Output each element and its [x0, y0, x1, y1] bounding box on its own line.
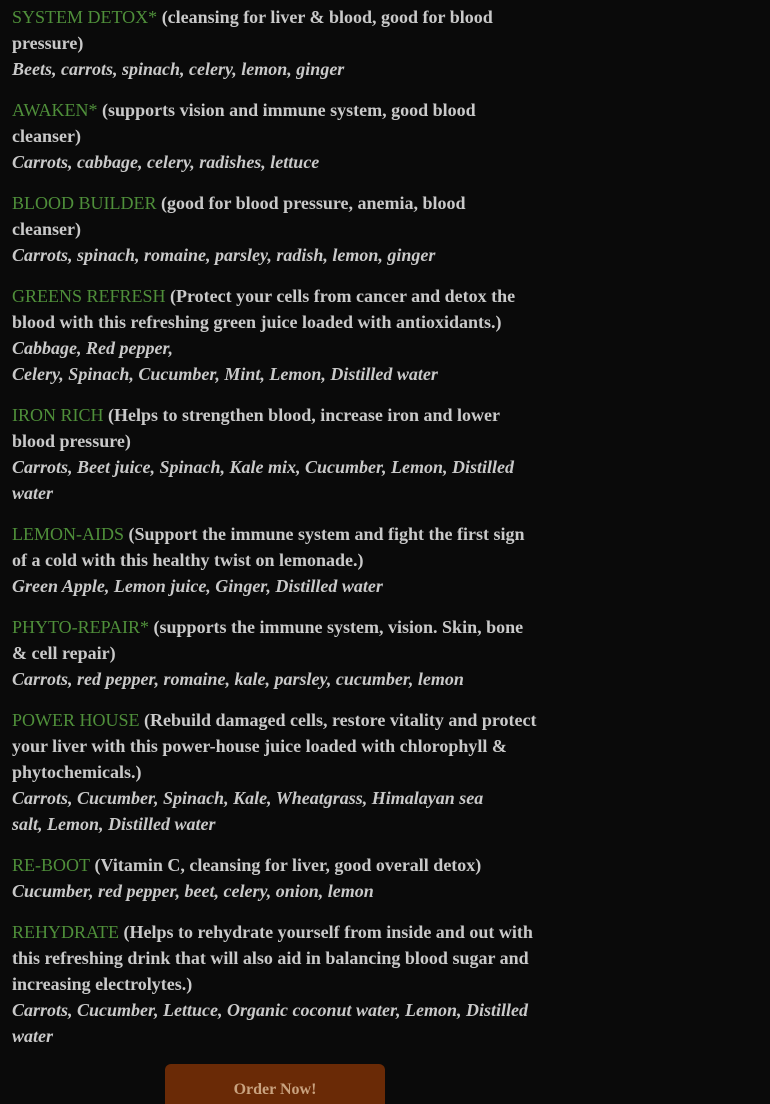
juice-name: POWER HOUSE: [12, 710, 140, 730]
juice-description: (Protect your cells from cancer and detox the blood with this refreshing green juice loaded with antioxidants.): [12, 286, 516, 332]
juice-name: PHYTO-REPAIR*: [12, 617, 150, 637]
juice-description: (cleansing for liver & blood, good for blood pressure): [12, 7, 493, 53]
juice-item-iron-rich: [12, 402, 538, 506]
juice-description: (good for blood pressure, anemia, blood cleanser): [12, 193, 466, 239]
juice-item-greens-refresh: [12, 283, 538, 387]
juice-description: (Rebuild damaged cells, restore vitality and protect your liver with this power-house juice loaded with chlorophyll & phytochemicals.): [12, 710, 537, 782]
juice-item-re-boot: [12, 852, 538, 904]
juice-item-rehydrate: [12, 919, 538, 1049]
juice-menu-list: [12, 4, 538, 1064]
juice-description: (Helps to strengthen blood, increase iron and lower blood pressure): [12, 405, 500, 451]
juice-ingredients: Celery, Spinach, Cucumber, Mint, Lemon, Distilled water: [12, 364, 438, 384]
juice-description: (Support the immune system and fight the first sign of a cold with this healthy twist on lemonade.): [12, 524, 525, 570]
juice-ingredients: Carrots, Cucumber, Lettuce, Organic coconut water, Lemon, Distilled water: [12, 1000, 529, 1046]
juice-item-awaken: [12, 97, 538, 175]
juice-name: IRON RICH: [12, 405, 104, 425]
juice-description: (Vitamin C, cleansing for liver, good overall detox): [94, 855, 482, 875]
juice-name: AWAKEN*: [12, 100, 98, 120]
juice-item-phyto-repair: [12, 614, 538, 692]
juice-ingredients: Green Apple, Lemon juice, Ginger, Distilled water: [12, 576, 383, 596]
juice-ingredients: Carrots, Cucumber, Spinach, Kale, Wheatgrass, Himalayan sea salt, Lemon, Distilled water: [12, 788, 484, 834]
juice-ingredients: Carrots, red pepper, romaine, kale, parsley, cucumber, lemon: [12, 669, 464, 689]
juice-description: (supports vision and immune system, good blood cleanser): [12, 100, 476, 146]
juice-ingredients: Carrots, Beet juice, Spinach, Kale mix, Cucumber, Lemon, Distilled water: [12, 457, 515, 503]
order-button-wrapper: [165, 1064, 385, 1104]
juice-name: LEMON-AIDS: [12, 524, 124, 544]
juice-item-system-detox: [12, 4, 538, 82]
juice-name: BLOOD BUILDER: [12, 193, 157, 213]
juice-ingredients: Cabbage, Red pepper,: [12, 338, 173, 358]
juice-ingredients: Cucumber, red pepper, beet, celery, onion, lemon: [12, 881, 374, 901]
juice-item-power-house: [12, 707, 538, 837]
juice-description: (supports the immune system, vision. Skin, bone & cell repair): [12, 617, 524, 663]
juice-description: (Helps to rehydrate yourself from inside and out with this refreshing drink that will also aid in balancing blood sugar and increasing electrolytes.): [12, 922, 533, 994]
juice-name: SYSTEM DETOX*: [12, 7, 158, 27]
juice-name: GREENS REFRESH: [12, 286, 166, 306]
juice-name: REHYDRATE: [12, 922, 119, 942]
juice-name: RE-BOOT: [12, 855, 90, 875]
order-now-button[interactable]: Order Now!: [165, 1064, 385, 1104]
juice-ingredients: Carrots, cabbage, celery, radishes, lettuce: [12, 152, 320, 172]
juice-ingredients: Beets, carrots, spinach, celery, lemon, ginger: [12, 59, 345, 79]
juice-item-lemon-aids: [12, 521, 538, 599]
juice-ingredients: Carrots, spinach, romaine, parsley, radish, lemon, ginger: [12, 245, 436, 265]
juice-item-blood-builder: [12, 190, 538, 268]
